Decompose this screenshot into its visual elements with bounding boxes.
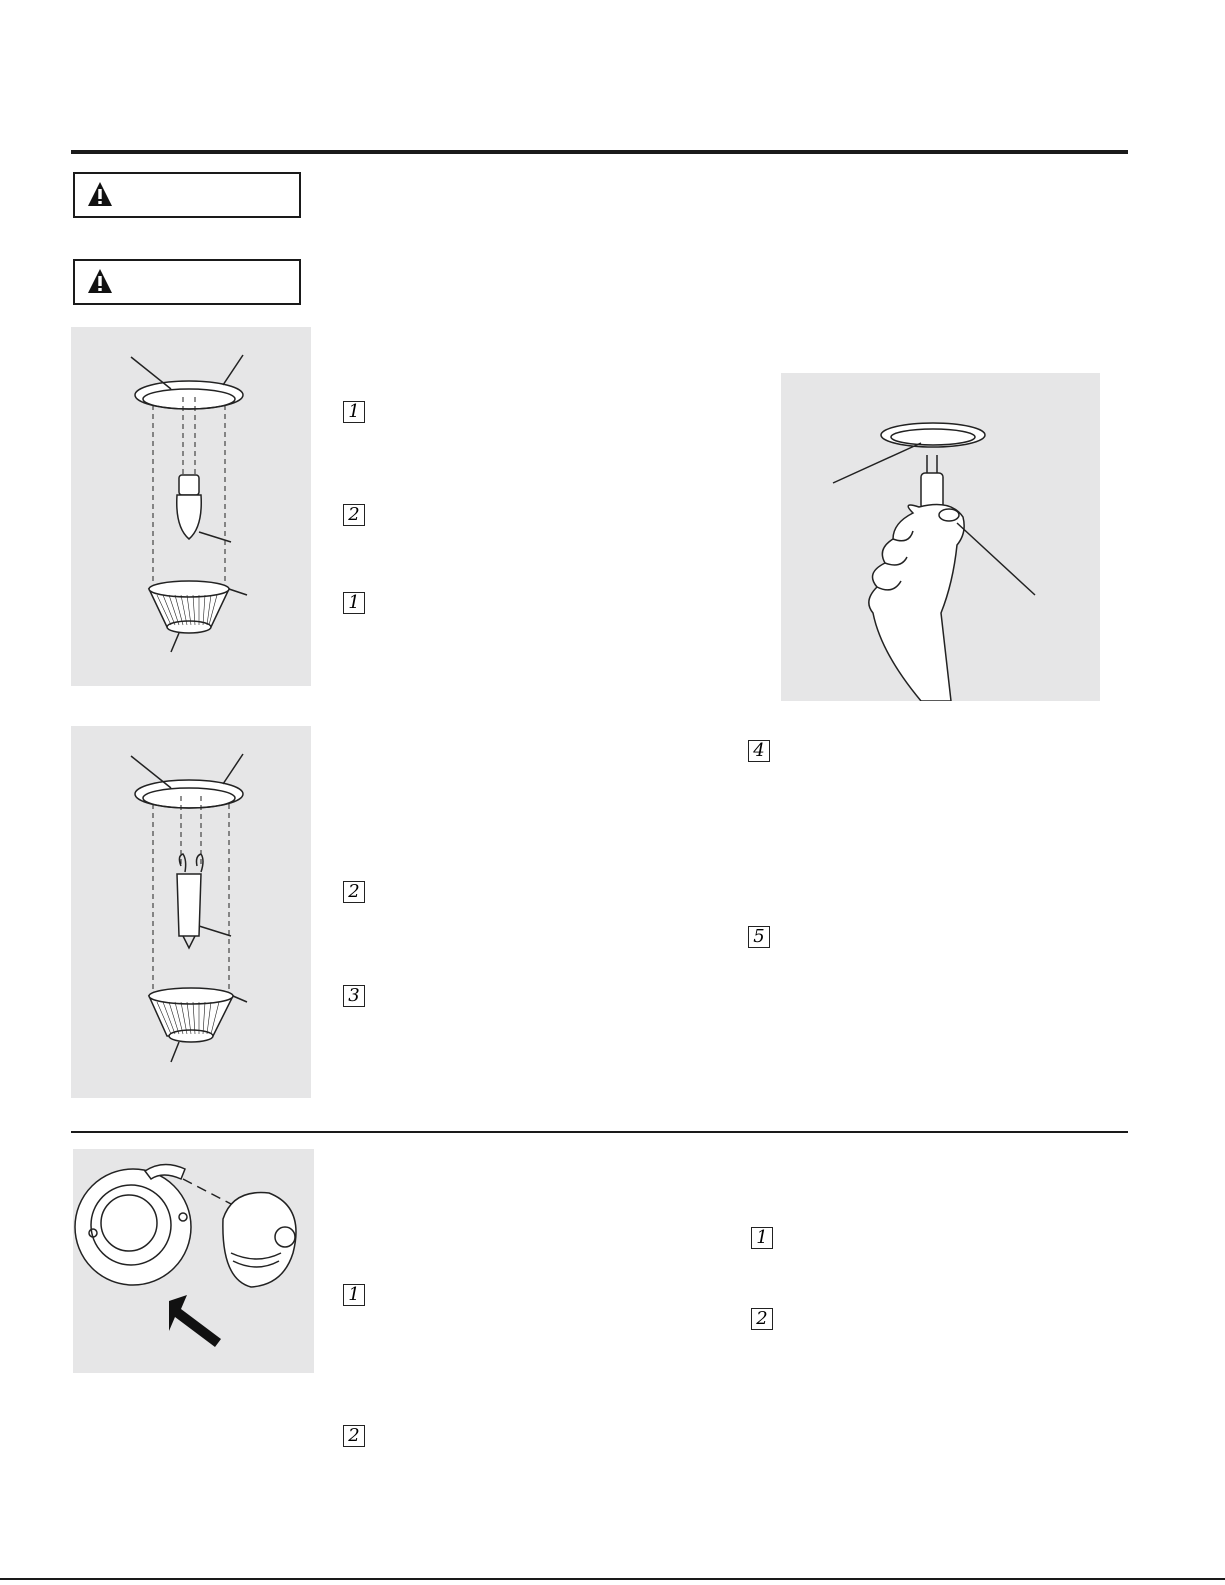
step-number: 1	[751, 1227, 773, 1249]
bi-pin-bulb-exploded-icon	[71, 726, 311, 1098]
step-number: 2	[343, 881, 365, 903]
step-number: 2	[751, 1308, 773, 1330]
warning-triangle-icon	[87, 181, 113, 207]
hand-bulb-illustration	[781, 373, 1100, 701]
step-number: 2	[343, 504, 365, 526]
hand-inserting-bulb-icon	[781, 373, 1100, 701]
warning-triangle-icon	[87, 268, 113, 294]
warning-box	[73, 172, 301, 218]
step-number: 1	[343, 401, 365, 423]
night-light-illustration	[73, 1149, 314, 1373]
bi-pin-exploded-illustration	[71, 726, 311, 1098]
section-divider	[71, 1131, 1128, 1133]
night-light-cover-icon	[73, 1149, 314, 1373]
step-number: 4	[748, 740, 770, 762]
halogen-exploded-illustration	[71, 327, 311, 686]
halogen-bulb-exploded-icon	[71, 327, 311, 686]
top-rule	[71, 150, 1128, 154]
step-number: 1	[343, 1284, 365, 1306]
step-number: 1	[343, 592, 365, 614]
step-number: 2	[343, 1425, 365, 1447]
bottom-rule	[0, 1578, 1225, 1580]
warning-box	[73, 259, 301, 305]
step-number: 3	[343, 985, 365, 1007]
step-number: 5	[748, 926, 770, 948]
